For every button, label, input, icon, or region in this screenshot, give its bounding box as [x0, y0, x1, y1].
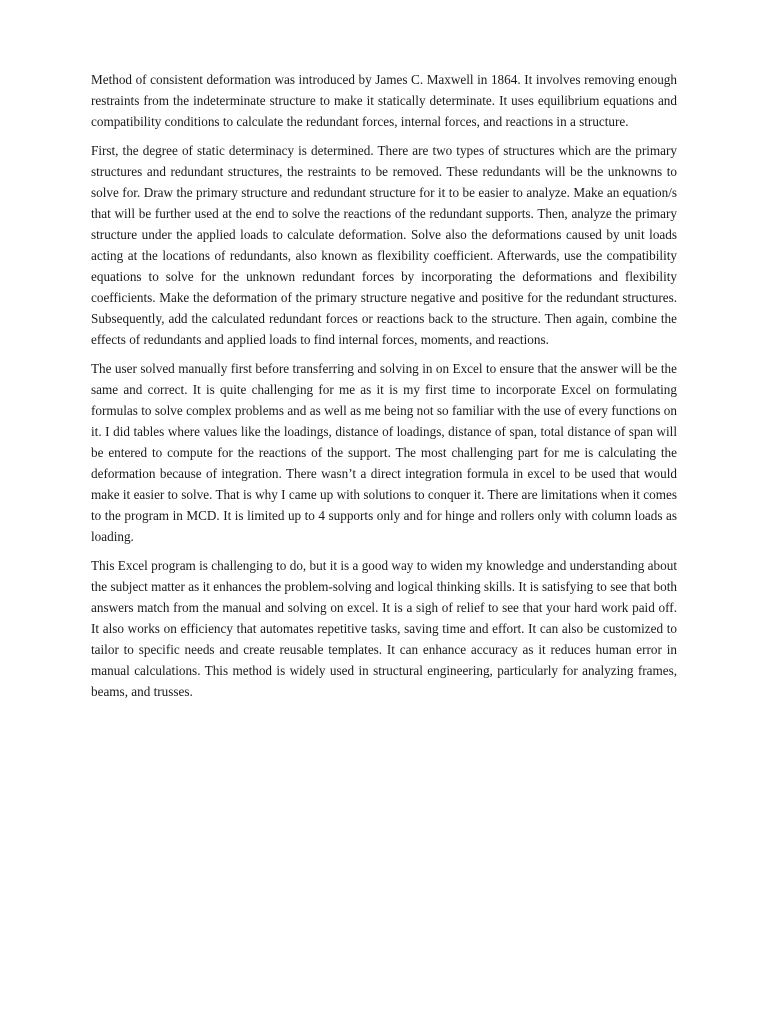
paragraph-intro: Method of consistent deformation was introduced by James C. Maxwell in 1864. It involves removing enough restraints from the indeterminate structure to make it statically determinate. It uses equilibrium equations and compatibility conditions to calculate the redundant forces, internal forces, and reactions in a structure.: [91, 72, 677, 129]
document-body: [91, 69, 677, 710]
paragraph-conclusion: This Excel program is challenging to do, but it is a good way to widen my knowledge and understanding about the subject matter as it enhances the problem-solving and logical thinking skills. It is satisfying to see that both answers match from the manual and solving on excel. It is a sigh of relief to see that your hard work paid off. It also works on efficiency that automates repetitive tasks, saving time and effort. It can also be customized to tailor to specific needs and create reusable templates. It can enhance accuracy as it reduces human error in manual calculations. This method is widely used in structural engineering, particularly for analyzing frames, beams, and trusses.: [91, 558, 677, 699]
paragraph-excel-process: The user solved manually first before transferring and solving in on Excel to ensure that the answer will be the same and correct. It is quite challenging for me as it is my first time to incorporate Excel on formulating formulas to solve complex problems and as well as me being not so familiar with the use of every functions on it. I did tables where values like the loadings, distance of loadings, distance of span, total distance of span will be entered to compute for the reactions of the support. The most challenging part for me is calculating the deformation because of integration. There wasn’t a direct integration formula in excel to be used that would make it easier to solve. That is why I came up with solutions to conquer it. There are limitations when it comes to the program in MCD. It is limited up to 4 supports only and for hinge and rollers only with column loads as loading.: [91, 361, 677, 544]
paragraph-procedure: First, the degree of static determinacy is determined. There are two types of structures which are the primary structures and redundant structures, the restraints to be removed. These redundants will be the unknowns to solve for. Draw the primary structure and redundant structure for it to be easier to analyze. Make an equation/s that will be further used at the end to solve the reactions of the redundant supports. Then, analyze the primary structure under the applied loads to calculate deformation. Solve also the deformations caused by unit loads acting at the locations of redundants, also known as flexibility coefficient. Afterwards, use the compatibility equations to solve for the unknown redundant forces by incorporating the deformations and flexibility coefficients. Make the deformation of the primary structure negative and positive for the redundant structures. Subsequently, add the calculated redundant forces or reactions back to the structure. Then again, combine the effects of redundants and applied loads to find internal forces, moments, and reactions.: [91, 143, 677, 347]
